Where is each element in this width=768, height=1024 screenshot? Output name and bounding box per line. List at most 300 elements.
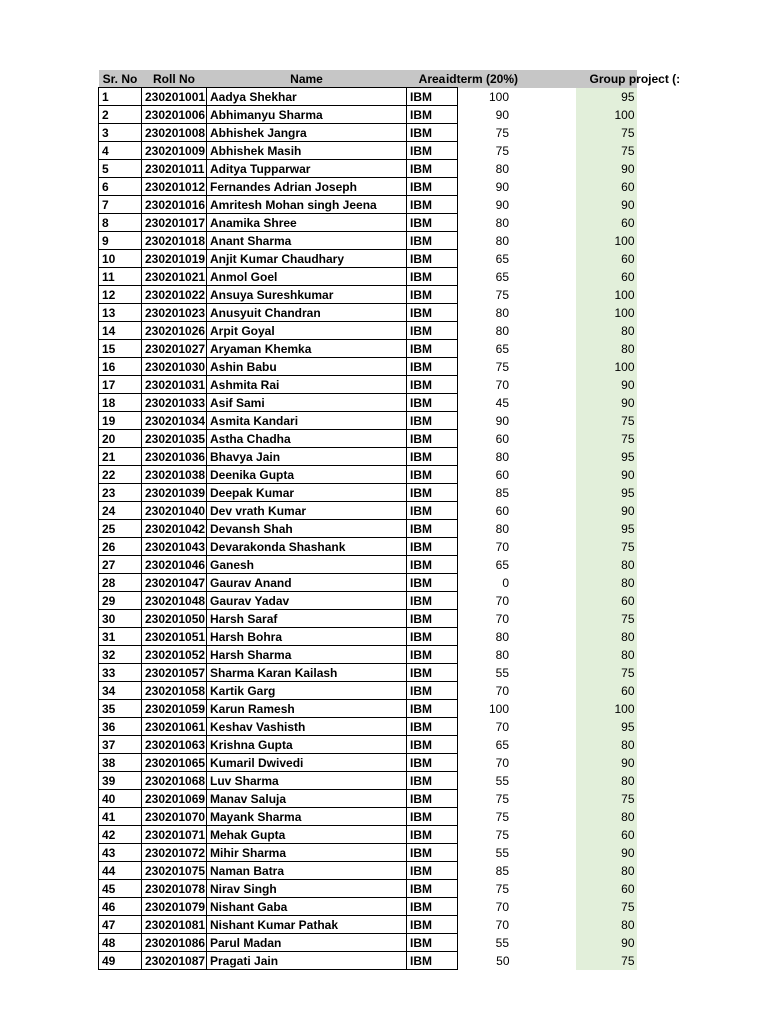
cell-midterm[interactable]: 65 <box>495 341 509 356</box>
cell-spacer[interactable] <box>520 250 576 268</box>
cell-midterm[interactable]: 55 <box>495 845 509 860</box>
cell-spacer[interactable] <box>520 592 576 610</box>
cell-name[interactable]: Ganesh <box>207 556 407 574</box>
cell-area[interactable]: IBM <box>407 88 458 106</box>
cell-name[interactable]: Kartik Garg <box>207 682 407 700</box>
cell-roll-no[interactable]: 230201051 <box>142 628 207 646</box>
cell-sr-no[interactable]: 20 <box>99 430 142 448</box>
cell-name[interactable]: Abhimanyu Sharma <box>207 106 407 124</box>
cell-midterm[interactable]: 45 <box>495 395 509 410</box>
cell-midterm[interactable]: 90 <box>495 179 509 194</box>
cell-area[interactable]: IBM <box>407 358 458 376</box>
cell-area[interactable]: IBM <box>407 250 458 268</box>
cell-name[interactable]: Abhishek Masih <box>207 142 407 160</box>
cell-midterm[interactable]: 75 <box>495 827 509 842</box>
cell-sr-no[interactable]: 34 <box>99 682 142 700</box>
cell-group-project[interactable]: 60 <box>576 178 637 196</box>
cell-group-project[interactable]: 100 <box>576 700 637 718</box>
cell-group-project[interactable]: 80 <box>576 862 637 880</box>
cell-area[interactable]: IBM <box>407 790 458 808</box>
cell-group-project[interactable]: 90 <box>576 844 637 862</box>
cell-group-project[interactable]: 80 <box>576 772 637 790</box>
cell-area[interactable]: IBM <box>407 574 458 592</box>
cell-roll-no[interactable]: 230201022 <box>142 286 207 304</box>
cell-roll-no[interactable]: 230201042 <box>142 520 207 538</box>
cell-roll-no[interactable]: 230201035 <box>142 430 207 448</box>
cell-name[interactable]: Keshav Vashisth <box>207 718 407 736</box>
cell-midterm[interactable]: 70 <box>495 539 509 554</box>
cell-midterm[interactable]: 75 <box>495 125 509 140</box>
cell-spacer[interactable] <box>520 430 576 448</box>
cell-area[interactable]: IBM <box>407 430 458 448</box>
cell-spacer[interactable] <box>520 214 576 232</box>
cell-sr-no[interactable]: 46 <box>99 898 142 916</box>
cell-name[interactable]: Gaurav Yadav <box>207 592 407 610</box>
cell-sr-no[interactable]: 35 <box>99 700 142 718</box>
cell-name[interactable]: Harsh Saraf <box>207 610 407 628</box>
cell-roll-no[interactable]: 230201087 <box>142 952 207 970</box>
cell-name[interactable]: Anusyuit Chandran <box>207 304 407 322</box>
cell-sr-no[interactable]: 10 <box>99 250 142 268</box>
cell-name[interactable]: Arpit Goyal <box>207 322 407 340</box>
cell-name[interactable]: Astha Chadha <box>207 430 407 448</box>
cell-group-project[interactable]: 90 <box>576 502 637 520</box>
cell-midterm[interactable]: 80 <box>495 233 509 248</box>
cell-roll-no[interactable]: 230201030 <box>142 358 207 376</box>
cell-roll-no[interactable]: 230201052 <box>142 646 207 664</box>
cell-area[interactable]: IBM <box>407 862 458 880</box>
cell-spacer[interactable] <box>520 124 576 142</box>
header-name[interactable]: Name <box>207 70 407 88</box>
cell-name[interactable]: Aadya Shekhar <box>207 88 407 106</box>
cell-area[interactable]: IBM <box>407 934 458 952</box>
cell-roll-no[interactable]: 230201071 <box>142 826 207 844</box>
cell-name[interactable]: Karun Ramesh <box>207 700 407 718</box>
cell-roll-no[interactable]: 230201078 <box>142 880 207 898</box>
cell-group-project[interactable]: 60 <box>576 250 637 268</box>
cell-spacer[interactable] <box>520 664 576 682</box>
cell-midterm[interactable]: 65 <box>495 251 509 266</box>
cell-midterm[interactable]: 75 <box>495 287 509 302</box>
cell-name[interactable]: Nirav Singh <box>207 880 407 898</box>
cell-group-project[interactable]: 75 <box>576 430 637 448</box>
cell-name[interactable]: Mehak Gupta <box>207 826 407 844</box>
cell-midterm[interactable]: 80 <box>495 215 509 230</box>
cell-area[interactable]: IBM <box>407 772 458 790</box>
cell-area[interactable]: IBM <box>407 178 458 196</box>
cell-spacer[interactable] <box>520 484 576 502</box>
cell-spacer[interactable] <box>520 790 576 808</box>
cell-sr-no[interactable]: 41 <box>99 808 142 826</box>
header-midterm[interactable]: idterm (20%) <box>445 71 518 86</box>
cell-roll-no[interactable]: 230201079 <box>142 898 207 916</box>
cell-area[interactable]: IBM <box>407 268 458 286</box>
cell-sr-no[interactable]: 13 <box>99 304 142 322</box>
cell-name[interactable]: Fernandes Adrian Joseph <box>207 178 407 196</box>
cell-area[interactable]: IBM <box>407 844 458 862</box>
cell-name[interactable]: Anant Sharma <box>207 232 407 250</box>
cell-sr-no[interactable]: 12 <box>99 286 142 304</box>
cell-area[interactable]: IBM <box>407 448 458 466</box>
cell-group-project[interactable]: 60 <box>576 214 637 232</box>
cell-area[interactable]: IBM <box>407 196 458 214</box>
cell-roll-no[interactable]: 230201018 <box>142 232 207 250</box>
cell-area[interactable]: IBM <box>407 826 458 844</box>
cell-group-project[interactable]: 95 <box>576 448 637 466</box>
cell-spacer[interactable] <box>520 952 576 970</box>
cell-sr-no[interactable]: 45 <box>99 880 142 898</box>
cell-group-project[interactable]: 75 <box>576 610 637 628</box>
cell-midterm[interactable]: 55 <box>495 773 509 788</box>
cell-name[interactable]: Sharma Karan Kailash <box>207 664 407 682</box>
cell-sr-no[interactable]: 6 <box>99 178 142 196</box>
cell-area[interactable]: IBM <box>407 304 458 322</box>
cell-midterm[interactable]: 70 <box>495 917 509 932</box>
cell-midterm[interactable]: 75 <box>495 881 509 896</box>
cell-midterm[interactable]: 50 <box>496 953 510 968</box>
cell-name[interactable]: Parul Madan <box>207 934 407 952</box>
cell-group-project[interactable]: 100 <box>576 232 637 250</box>
cell-midterm[interactable]: 80 <box>495 305 509 320</box>
cell-spacer[interactable] <box>520 142 576 160</box>
cell-midterm[interactable]: 80 <box>495 449 509 464</box>
cell-spacer[interactable] <box>520 340 576 358</box>
cell-name[interactable]: Kumaril Dwivedi <box>207 754 407 772</box>
header-sr-no[interactable]: Sr. No <box>99 70 142 88</box>
cell-name[interactable]: Aditya Tupparwar <box>207 160 407 178</box>
cell-midterm[interactable]: 90 <box>495 107 509 122</box>
cell-sr-no[interactable]: 26 <box>99 538 142 556</box>
cell-group-project[interactable]: 75 <box>576 412 637 430</box>
cell-spacer[interactable] <box>520 916 576 934</box>
cell-midterm[interactable]: 55 <box>495 665 509 680</box>
cell-midterm[interactable]: 60 <box>495 503 509 518</box>
cell-roll-no[interactable]: 230201069 <box>142 790 207 808</box>
cell-sr-no[interactable]: 8 <box>99 214 142 232</box>
cell-group-project[interactable]: 75 <box>576 538 637 556</box>
cell-name[interactable]: Harsh Sharma <box>207 646 407 664</box>
cell-area[interactable]: IBM <box>407 646 458 664</box>
cell-spacer[interactable] <box>520 376 576 394</box>
cell-sr-no[interactable]: 38 <box>99 754 142 772</box>
cell-group-project[interactable]: 95 <box>576 718 637 736</box>
cell-group-project[interactable]: 75 <box>576 142 637 160</box>
cell-group-project[interactable]: 60 <box>576 592 637 610</box>
cell-area[interactable]: IBM <box>407 232 458 250</box>
cell-area[interactable]: IBM <box>407 160 458 178</box>
cell-midterm[interactable]: 85 <box>495 485 509 500</box>
cell-spacer[interactable] <box>520 844 576 862</box>
cell-spacer[interactable] <box>520 466 576 484</box>
cell-name[interactable]: Mihir Sharma <box>207 844 407 862</box>
cell-roll-no[interactable]: 230201070 <box>142 808 207 826</box>
cell-sr-no[interactable]: 39 <box>99 772 142 790</box>
cell-sr-no[interactable]: 25 <box>99 520 142 538</box>
cell-group-project[interactable]: 80 <box>576 322 637 340</box>
cell-sr-no[interactable]: 29 <box>99 592 142 610</box>
cell-roll-no[interactable]: 230201036 <box>142 448 207 466</box>
cell-sr-no[interactable]: 3 <box>99 124 142 142</box>
cell-sr-no[interactable]: 2 <box>99 106 142 124</box>
cell-group-project[interactable]: 80 <box>576 646 637 664</box>
cell-midterm[interactable]: 80 <box>495 323 509 338</box>
cell-area[interactable]: IBM <box>407 880 458 898</box>
cell-area[interactable]: IBM <box>407 106 458 124</box>
cell-spacer[interactable] <box>520 718 576 736</box>
cell-midterm[interactable]: 70 <box>495 755 509 770</box>
cell-midterm[interactable]: 55 <box>495 935 509 950</box>
cell-spacer[interactable] <box>520 934 576 952</box>
cell-midterm[interactable]: 70 <box>495 593 509 608</box>
cell-name[interactable]: Gaurav Anand <box>207 574 407 592</box>
cell-sr-no[interactable]: 32 <box>99 646 142 664</box>
cell-midterm[interactable]: 65 <box>495 269 509 284</box>
cell-area[interactable]: IBM <box>407 808 458 826</box>
cell-area[interactable]: IBM <box>407 340 458 358</box>
cell-name[interactable]: Luv Sharma <box>207 772 407 790</box>
cell-spacer[interactable] <box>520 358 576 376</box>
cell-sr-no[interactable]: 37 <box>99 736 142 754</box>
cell-sr-no[interactable]: 27 <box>99 556 142 574</box>
header-spacer[interactable] <box>520 70 576 88</box>
cell-sr-no[interactable]: 7 <box>99 196 142 214</box>
cell-group-project[interactable]: 90 <box>576 934 637 952</box>
cell-group-project[interactable]: 80 <box>576 628 637 646</box>
cell-spacer[interactable] <box>520 322 576 340</box>
cell-spacer[interactable] <box>520 448 576 466</box>
cell-sr-no[interactable]: 30 <box>99 610 142 628</box>
cell-area[interactable]: IBM <box>407 412 458 430</box>
cell-sr-no[interactable]: 33 <box>99 664 142 682</box>
cell-spacer[interactable] <box>520 538 576 556</box>
cell-midterm[interactable]: 0 <box>502 575 509 590</box>
cell-midterm[interactable]: 75 <box>495 791 509 806</box>
cell-spacer[interactable] <box>520 700 576 718</box>
cell-group-project[interactable]: 90 <box>576 394 637 412</box>
cell-sr-no[interactable]: 14 <box>99 322 142 340</box>
cell-roll-no[interactable]: 230201026 <box>142 322 207 340</box>
cell-spacer[interactable] <box>520 502 576 520</box>
cell-name[interactable]: Deepak Kumar <box>207 484 407 502</box>
cell-area[interactable]: IBM <box>407 952 458 970</box>
cell-group-project[interactable]: 95 <box>576 88 637 106</box>
cell-area[interactable]: IBM <box>407 376 458 394</box>
cell-sr-no[interactable]: 19 <box>99 412 142 430</box>
cell-sr-no[interactable]: 44 <box>99 862 142 880</box>
cell-area[interactable]: IBM <box>407 142 458 160</box>
cell-area[interactable]: IBM <box>407 502 458 520</box>
cell-area[interactable]: IBM <box>407 610 458 628</box>
cell-group-project[interactable]: 60 <box>576 682 637 700</box>
cell-sr-no[interactable]: 9 <box>99 232 142 250</box>
header-group-project[interactable]: Group project (: <box>576 70 637 88</box>
cell-spacer[interactable] <box>520 754 576 772</box>
cell-group-project[interactable]: 75 <box>576 124 637 142</box>
cell-sr-no[interactable]: 47 <box>99 916 142 934</box>
cell-spacer[interactable] <box>520 106 576 124</box>
cell-group-project[interactable]: 60 <box>576 880 637 898</box>
cell-spacer[interactable] <box>520 628 576 646</box>
cell-midterm[interactable]: 80 <box>495 647 509 662</box>
cell-name[interactable]: Aryaman Khemka <box>207 340 407 358</box>
cell-roll-no[interactable]: 230201068 <box>142 772 207 790</box>
cell-midterm[interactable]: 70 <box>495 683 509 698</box>
cell-sr-no[interactable]: 22 <box>99 466 142 484</box>
cell-sr-no[interactable]: 31 <box>99 628 142 646</box>
cell-midterm[interactable]: 80 <box>495 521 509 536</box>
cell-group-project[interactable]: 95 <box>576 520 637 538</box>
cell-group-project[interactable]: 90 <box>576 466 637 484</box>
cell-area[interactable]: IBM <box>407 916 458 934</box>
cell-roll-no[interactable]: 230201075 <box>142 862 207 880</box>
cell-midterm[interactable]: 70 <box>495 899 509 914</box>
cell-sr-no[interactable]: 43 <box>99 844 142 862</box>
cell-name[interactable]: Ashin Babu <box>207 358 407 376</box>
cell-roll-no[interactable]: 230201034 <box>142 412 207 430</box>
cell-name[interactable]: Nishant Gaba <box>207 898 407 916</box>
cell-midterm[interactable]: 90 <box>495 413 509 428</box>
cell-roll-no[interactable]: 230201027 <box>142 340 207 358</box>
cell-roll-no[interactable]: 230201043 <box>142 538 207 556</box>
cell-area[interactable]: IBM <box>407 484 458 502</box>
cell-sr-no[interactable]: 4 <box>99 142 142 160</box>
cell-roll-no[interactable]: 230201033 <box>142 394 207 412</box>
cell-group-project[interactable]: 75 <box>576 898 637 916</box>
cell-midterm[interactable]: 75 <box>495 143 509 158</box>
cell-sr-no[interactable]: 24 <box>99 502 142 520</box>
cell-area[interactable]: IBM <box>407 394 458 412</box>
cell-spacer[interactable] <box>520 178 576 196</box>
cell-name[interactable]: Abhishek Jangra <box>207 124 407 142</box>
cell-midterm[interactable]: 65 <box>495 557 509 572</box>
cell-spacer[interactable] <box>520 268 576 286</box>
cell-sr-no[interactable]: 1 <box>99 88 142 106</box>
cell-area[interactable]: IBM <box>407 520 458 538</box>
cell-name[interactable]: Bhavya Jain <box>207 448 407 466</box>
cell-group-project[interactable]: 75 <box>576 952 637 970</box>
cell-group-project[interactable]: 100 <box>576 286 637 304</box>
cell-midterm[interactable]: 60 <box>495 467 509 482</box>
cell-spacer[interactable] <box>520 394 576 412</box>
cell-spacer[interactable] <box>520 160 576 178</box>
cell-roll-no[interactable]: 230201023 <box>142 304 207 322</box>
cell-name[interactable]: Devarakonda Shashank <box>207 538 407 556</box>
cell-area[interactable]: IBM <box>407 628 458 646</box>
cell-spacer[interactable] <box>520 862 576 880</box>
cell-name[interactable]: Pragati Jain <box>207 952 407 970</box>
cell-spacer[interactable] <box>520 646 576 664</box>
cell-roll-no[interactable]: 230201039 <box>142 484 207 502</box>
cell-roll-no[interactable]: 230201011 <box>142 160 207 178</box>
cell-sr-no[interactable]: 40 <box>99 790 142 808</box>
cell-area[interactable]: IBM <box>407 286 458 304</box>
cell-roll-no[interactable]: 230201012 <box>142 178 207 196</box>
cell-area[interactable]: IBM <box>407 592 458 610</box>
cell-area[interactable]: IBM <box>407 556 458 574</box>
cell-spacer[interactable] <box>520 232 576 250</box>
cell-sr-no[interactable]: 5 <box>99 160 142 178</box>
cell-area[interactable]: IBM <box>407 754 458 772</box>
cell-name[interactable]: Harsh Bohra <box>207 628 407 646</box>
cell-spacer[interactable] <box>520 520 576 538</box>
cell-midterm[interactable]: 70 <box>495 611 509 626</box>
cell-roll-no[interactable]: 230201047 <box>142 574 207 592</box>
cell-sr-no[interactable]: 17 <box>99 376 142 394</box>
cell-midterm[interactable]: 70 <box>495 377 509 392</box>
cell-roll-no[interactable]: 230201016 <box>142 196 207 214</box>
cell-roll-no[interactable]: 230201006 <box>142 106 207 124</box>
cell-sr-no[interactable]: 48 <box>99 934 142 952</box>
cell-roll-no[interactable]: 230201038 <box>142 466 207 484</box>
cell-area[interactable]: IBM <box>407 538 458 556</box>
cell-roll-no[interactable]: 230201008 <box>142 124 207 142</box>
cell-roll-no[interactable]: 230201009 <box>142 142 207 160</box>
cell-area[interactable]: IBM <box>407 736 458 754</box>
cell-midterm[interactable]: 100 <box>488 701 509 716</box>
cell-roll-no[interactable]: 230201072 <box>142 844 207 862</box>
cell-name[interactable]: Dev vrath Kumar <box>207 502 407 520</box>
cell-name[interactable]: Anamika Shree <box>207 214 407 232</box>
cell-area[interactable]: IBM <box>407 214 458 232</box>
cell-group-project[interactable]: 80 <box>576 574 637 592</box>
cell-midterm[interactable]: 75 <box>495 359 509 374</box>
cell-roll-no[interactable]: 230201063 <box>142 736 207 754</box>
cell-group-project[interactable]: 80 <box>576 916 637 934</box>
cell-spacer[interactable] <box>520 880 576 898</box>
cell-name[interactable]: Anmol Goel <box>207 268 407 286</box>
cell-roll-no[interactable]: 230201050 <box>142 610 207 628</box>
cell-midterm[interactable]: 80 <box>495 629 509 644</box>
cell-area[interactable]: IBM <box>407 124 458 142</box>
cell-midterm[interactable]: 75 <box>495 809 509 824</box>
cell-area[interactable]: IBM <box>407 322 458 340</box>
header-roll-no[interactable]: Roll No <box>142 70 207 88</box>
cell-midterm[interactable]: 70 <box>495 719 509 734</box>
cell-roll-no[interactable]: 230201048 <box>142 592 207 610</box>
cell-name[interactable]: Asmita Kandari <box>207 412 407 430</box>
cell-sr-no[interactable]: 15 <box>99 340 142 358</box>
cell-midterm[interactable]: 80 <box>495 161 509 176</box>
cell-group-project[interactable]: 80 <box>576 808 637 826</box>
cell-spacer[interactable] <box>520 412 576 430</box>
cell-roll-no[interactable]: 230201086 <box>142 934 207 952</box>
cell-group-project[interactable]: 60 <box>576 268 637 286</box>
cell-sr-no[interactable]: 49 <box>99 952 142 970</box>
cell-roll-no[interactable]: 230201081 <box>142 916 207 934</box>
cell-roll-no[interactable]: 230201001 <box>142 88 207 106</box>
cell-name[interactable]: Asif Sami <box>207 394 407 412</box>
cell-roll-no[interactable]: 230201040 <box>142 502 207 520</box>
cell-midterm[interactable]: 65 <box>495 737 509 752</box>
cell-roll-no[interactable]: 230201031 <box>142 376 207 394</box>
cell-area[interactable]: IBM <box>407 664 458 682</box>
cell-spacer[interactable] <box>520 808 576 826</box>
cell-area[interactable]: IBM <box>407 682 458 700</box>
cell-roll-no[interactable]: 230201065 <box>142 754 207 772</box>
cell-spacer[interactable] <box>520 286 576 304</box>
cell-sr-no[interactable]: 23 <box>99 484 142 502</box>
cell-area[interactable]: IBM <box>407 718 458 736</box>
cell-group-project[interactable]: 80 <box>576 556 637 574</box>
cell-name[interactable]: Anjit Kumar Chaudhary <box>207 250 407 268</box>
cell-group-project[interactable]: 100 <box>576 304 637 322</box>
cell-spacer[interactable] <box>520 88 576 106</box>
cell-group-project[interactable]: 80 <box>576 736 637 754</box>
cell-group-project[interactable]: 90 <box>576 196 637 214</box>
cell-spacer[interactable] <box>520 682 576 700</box>
cell-group-project[interactable]: 75 <box>576 790 637 808</box>
cell-sr-no[interactable]: 16 <box>99 358 142 376</box>
